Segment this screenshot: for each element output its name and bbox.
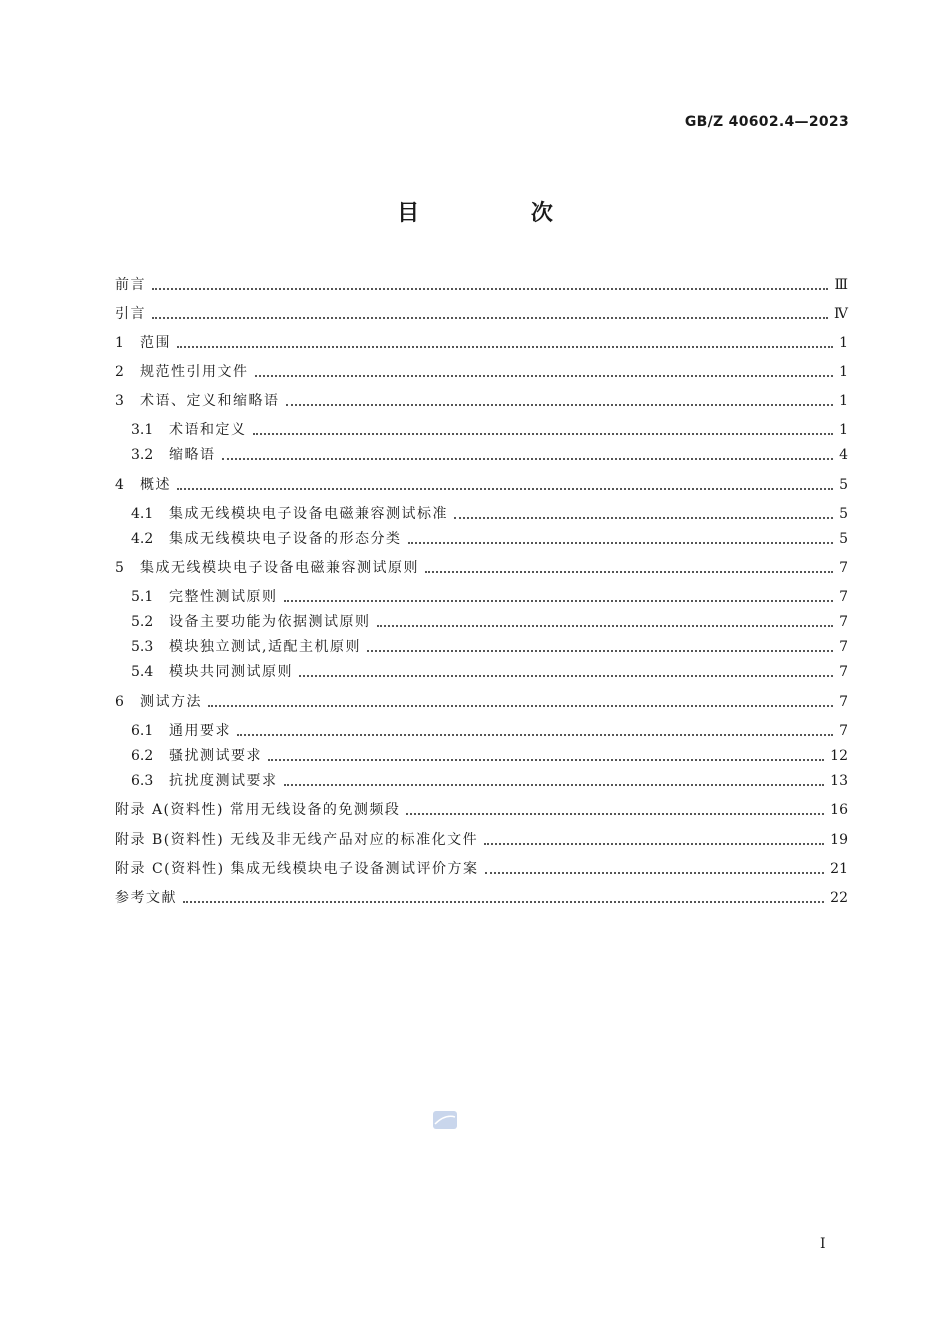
toc-entry-number: 5.4 xyxy=(131,664,154,680)
toc-dot-leader xyxy=(255,374,834,377)
toc-entry-page: 7 xyxy=(839,639,848,655)
toc-entry-label: 术语、定义和缩略语 xyxy=(140,393,280,409)
toc-entry-page: 1 xyxy=(839,422,848,438)
toc-entry-page: 13 xyxy=(830,773,848,789)
toc-entry[interactable] xyxy=(115,557,848,579)
toc-entry-label: 范围 xyxy=(140,335,171,351)
toc-entry[interactable] xyxy=(115,274,848,296)
toc-entry[interactable] xyxy=(131,503,848,525)
toc-entry[interactable] xyxy=(131,720,848,742)
toc-entry-page: Ⅲ xyxy=(834,277,848,293)
toc-dot-leader xyxy=(237,733,833,736)
toc-entry[interactable] xyxy=(115,303,848,325)
toc-entry-number: 3 xyxy=(115,393,124,409)
toc-entry-label: 集成无线模块电子设备电磁兼容测试原则 xyxy=(140,560,419,576)
toc-dot-leader xyxy=(208,704,833,707)
toc-entry-page: 1 xyxy=(839,335,848,351)
toc-entry-page: 7 xyxy=(839,723,848,739)
toc-entry-number: 5.1 xyxy=(131,589,154,605)
toc-entry-page: 7 xyxy=(839,614,848,630)
toc-entry[interactable] xyxy=(131,745,848,767)
toc-entry-label: 引言 xyxy=(115,306,146,322)
toc-entry[interactable] xyxy=(115,799,848,821)
toc-entry-number: 4 xyxy=(115,477,124,493)
toc-entry[interactable] xyxy=(131,661,848,683)
toc-dot-leader xyxy=(408,541,834,544)
toc-entry-label: 前言 xyxy=(115,277,146,293)
toc-entry[interactable] xyxy=(115,390,848,412)
toc-entry[interactable] xyxy=(115,858,848,880)
toc-entry-number: 5 xyxy=(115,560,124,576)
toc-dot-leader xyxy=(485,871,825,874)
toc-entry-label: 规范性引用文件 xyxy=(140,364,249,380)
toc-entry[interactable] xyxy=(131,444,848,466)
toc-entry[interactable] xyxy=(115,691,848,713)
toc-entry-number: 5.2 xyxy=(131,614,154,630)
toc-entry-label: 模块共同测试原则 xyxy=(169,664,293,680)
toc-dot-leader xyxy=(284,599,834,602)
toc-dot-leader xyxy=(177,345,833,348)
toc-entry-page: 7 xyxy=(839,589,848,605)
toc-entry-page: 1 xyxy=(839,393,848,409)
toc-entry-label: 抗扰度测试要求 xyxy=(169,773,278,789)
toc-entry-label: 附录 B(资料性) 无线及非无线产品对应的标准化文件 xyxy=(115,832,479,848)
toc-entry-label: 术语和定义 xyxy=(169,422,247,438)
toc-entry-number: 4.2 xyxy=(131,531,154,547)
toc-dot-leader xyxy=(286,403,834,406)
toc-dot-leader xyxy=(406,812,824,815)
toc-entry[interactable] xyxy=(115,474,848,496)
toc-dot-leader xyxy=(425,570,833,573)
toc-entry-number: 1 xyxy=(115,335,124,351)
toc-entry-label: 完整性测试原则 xyxy=(169,589,278,605)
toc-entry[interactable] xyxy=(131,586,848,608)
toc-entry[interactable] xyxy=(115,361,848,383)
toc-entry-number: 6.3 xyxy=(131,773,154,789)
toc-entry-page: 21 xyxy=(830,861,848,877)
toc-entry-page: 19 xyxy=(830,832,848,848)
sac-logo-icon xyxy=(432,1108,458,1132)
toc-dot-leader xyxy=(284,783,825,786)
standard-code: GB/Z 40602.4—2023 xyxy=(684,114,849,130)
toc-entry[interactable] xyxy=(115,887,848,909)
toc-entry-number: 3.2 xyxy=(131,447,154,463)
toc-dot-leader xyxy=(454,516,833,519)
toc-dot-leader xyxy=(177,487,833,490)
toc-dot-leader xyxy=(183,900,824,903)
toc-entry-number: 6.2 xyxy=(131,748,154,764)
toc-entry[interactable] xyxy=(131,636,848,658)
toc-entry-number: 6.1 xyxy=(131,723,154,739)
toc-entry-label: 缩略语 xyxy=(169,447,216,463)
toc-entry[interactable] xyxy=(131,528,848,550)
toc-entry[interactable] xyxy=(131,611,848,633)
toc-entry-page: 7 xyxy=(839,560,848,576)
toc-dot-leader xyxy=(484,842,824,845)
toc-dot-leader xyxy=(152,287,828,290)
toc-dot-leader xyxy=(299,674,833,677)
toc-entry-page: Ⅳ xyxy=(834,306,848,322)
toc-entry-page: 5 xyxy=(839,506,848,522)
toc-entry-label: 设备主要功能为依据测试原则 xyxy=(169,614,371,630)
toc-entry-page: 5 xyxy=(839,477,848,493)
toc-entry-label: 附录 C(资料性) 集成无线模块电子设备测试评价方案 xyxy=(115,861,479,877)
toc-entry-page: 16 xyxy=(830,802,848,818)
toc-dot-leader xyxy=(367,649,833,652)
toc-entry-label: 集成无线模块电子设备电磁兼容测试标准 xyxy=(169,506,448,522)
toc-entry-page: 7 xyxy=(839,694,848,710)
page-number: I xyxy=(820,1236,826,1252)
toc-entry[interactable] xyxy=(115,332,848,354)
toc-dot-leader xyxy=(268,758,824,761)
toc-entry[interactable] xyxy=(131,770,848,792)
toc-dot-leader xyxy=(222,457,834,460)
toc-dot-leader xyxy=(253,432,834,435)
toc-entry-page: 7 xyxy=(839,664,848,680)
toc-entry-label: 通用要求 xyxy=(169,723,231,739)
toc-entry[interactable] xyxy=(115,829,848,851)
toc-entry-label: 概述 xyxy=(140,477,171,493)
toc-entry-label: 模块独立测试,适配主机原则 xyxy=(169,639,361,655)
toc-entry-page: 5 xyxy=(839,531,848,547)
toc-entry-number: 2 xyxy=(115,364,124,380)
toc-entry-page: 22 xyxy=(830,890,848,906)
toc-dot-leader xyxy=(377,624,834,627)
toc-entry-label: 附录 A(资料性) 常用无线设备的免测频段 xyxy=(115,802,401,818)
toc-entry-label: 集成无线模块电子设备的形态分类 xyxy=(169,531,402,547)
toc-entry-label: 测试方法 xyxy=(140,694,202,710)
toc-dot-leader xyxy=(152,316,828,319)
toc-entry[interactable] xyxy=(131,419,848,441)
toc-entry-number: 5.3 xyxy=(131,639,154,655)
toc-entry-page: 12 xyxy=(830,748,848,764)
toc-entry-label: 参考文献 xyxy=(115,890,177,906)
toc-entry-number: 4.1 xyxy=(131,506,154,522)
toc-entry-page: 1 xyxy=(839,364,848,380)
toc-entry-page: 4 xyxy=(839,447,848,463)
toc-title: 目 次 xyxy=(397,201,605,226)
toc-entry-number: 3.1 xyxy=(131,422,154,438)
toc-entry-label: 骚扰测试要求 xyxy=(169,748,262,764)
toc-entry-number: 6 xyxy=(115,694,124,710)
